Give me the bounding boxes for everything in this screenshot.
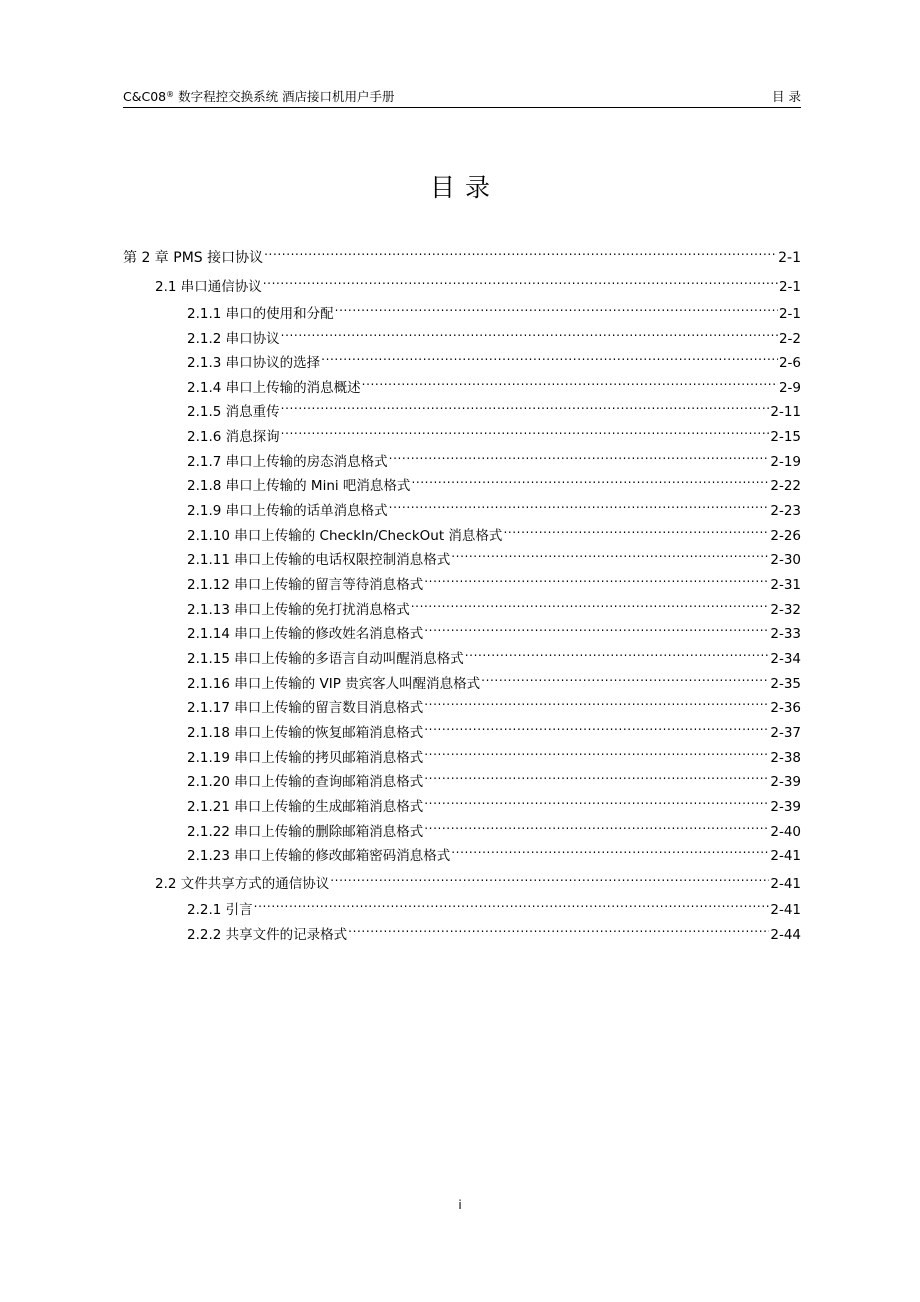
- toc-entry-page: 2-31: [770, 577, 801, 593]
- toc-entry-page: 2-40: [770, 824, 801, 840]
- toc-entry-page: 2-33: [770, 626, 801, 642]
- toc-entry-label: 2.1.6 消息探询: [187, 429, 280, 445]
- toc-entry-2-2-2[interactable]: [187, 917, 801, 943]
- toc-entry-label: 2.1.19 串口上传输的拷贝邮箱消息格式: [187, 750, 424, 766]
- toc-dot-leader: [424, 764, 769, 786]
- toc-entry-label: 第 2 章 PMS 接口协议: [123, 250, 264, 266]
- registered-mark: ®: [166, 90, 175, 99]
- toc-dot-leader: [424, 567, 769, 589]
- toc-entry-page: 2-39: [770, 774, 801, 790]
- toc-dot-leader: [389, 444, 770, 466]
- toc-entry-label: 2.1.12 串口上传输的留言等待消息格式: [187, 577, 424, 593]
- toc-entry-label: 2.1.3 串口协议的选择: [187, 355, 321, 371]
- toc-entry-label: 2.1.21 串口上传输的生成邮箱消息格式: [187, 799, 424, 815]
- toc-entry-label: 2.1.20 串口上传输的查询邮箱消息格式: [187, 774, 424, 790]
- toc-entry-page: 2-32: [770, 602, 801, 618]
- toc-entry-page: 2-6: [778, 355, 801, 371]
- toc-entry-2-1[interactable]: [155, 269, 801, 295]
- toc-entry-page: 2-1: [778, 306, 801, 322]
- toc-entry-2-1-18[interactable]: [187, 715, 801, 741]
- toc-entry-label: 2.1.8 串口上传输的 Mini 吧消息格式: [187, 478, 411, 494]
- toc-entry-2-1-12[interactable]: [187, 567, 801, 593]
- toc-dot-leader: [503, 518, 769, 540]
- toc-entry-2-1-16[interactable]: [187, 666, 801, 692]
- toc-entry-page: 2-44: [770, 927, 801, 943]
- toc-dot-leader: [451, 838, 769, 860]
- toc-dot-leader: [263, 269, 778, 291]
- toc-entry-page: 2-34: [770, 651, 801, 667]
- toc-entry-page: 2-41: [770, 848, 801, 864]
- toc-dot-leader: [411, 468, 769, 490]
- toc-entry-page: 2-41: [770, 902, 801, 918]
- toc-entry-2-1-3[interactable]: [187, 345, 801, 371]
- toc-entry-page: 2-1: [778, 250, 801, 266]
- toc-entry-page: 2-37: [770, 725, 801, 741]
- page-number: i: [458, 1198, 462, 1212]
- toc-entry-label: 2.1.22 串口上传输的删除邮箱消息格式: [187, 824, 424, 840]
- toc-entry-2-1-10[interactable]: [187, 518, 801, 544]
- toc-entry-2-2[interactable]: [155, 866, 801, 892]
- toc-entry-label: 2.1 串口通信协议: [155, 279, 262, 295]
- toc-entry-2-1-1[interactable]: [187, 296, 801, 322]
- toc-dot-leader: [424, 789, 769, 811]
- toc-dot-leader: [362, 370, 778, 392]
- toc-dot-leader: [335, 296, 778, 318]
- toc-dot-leader: [264, 240, 777, 262]
- toc-entry-label: 2.2 文件共享方式的通信协议: [155, 876, 330, 892]
- toc-entry-page: 2-23: [770, 503, 801, 519]
- toc-entry-2-1-17[interactable]: [187, 690, 801, 716]
- toc-entry-label: 2.1.17 串口上传输的留言数目消息格式: [187, 700, 424, 716]
- toc-entry-2-1-6[interactable]: [187, 419, 801, 445]
- header-section: 目 录: [772, 89, 801, 104]
- toc-entry-label: 2.1.23 串口上传输的修改邮箱密码消息格式: [187, 848, 451, 864]
- toc-dot-leader: [424, 715, 769, 737]
- toc-dot-leader: [465, 641, 770, 663]
- toc-entry-2-1-7[interactable]: [187, 444, 801, 470]
- toc-entry-page: 2-1: [778, 279, 801, 295]
- toc-entry-chapter-2[interactable]: [123, 240, 801, 266]
- toc-dot-leader: [254, 892, 770, 914]
- toc-entry-label: 2.1.5 消息重传: [187, 404, 280, 420]
- toc-dot-leader: [348, 917, 769, 939]
- toc-dot-leader: [411, 592, 770, 614]
- toc-entry-label: 2.2.1 引言: [187, 902, 253, 918]
- toc-entry-label: 2.1.13 串口上传输的免打扰消息格式: [187, 602, 410, 618]
- toc-entry-page: 2-19: [770, 454, 801, 470]
- toc-entry-2-1-4[interactable]: [187, 370, 801, 396]
- toc-entry-page: 2-15: [770, 429, 801, 445]
- toc-entry-page: 2-38: [770, 750, 801, 766]
- toc-dot-leader: [281, 419, 770, 441]
- toc-entry-2-1-14[interactable]: [187, 616, 801, 642]
- header-manual-name: 数字程控交换系统 酒店接口机用户手册: [174, 89, 395, 104]
- toc-entry-2-1-5[interactable]: [187, 394, 801, 420]
- toc-dot-leader: [281, 394, 770, 416]
- toc-dot-leader: [330, 866, 769, 888]
- toc-dot-leader: [424, 616, 769, 638]
- toc-entry-page: 2-35: [770, 676, 801, 692]
- toc-entry-page: 2-11: [770, 404, 801, 420]
- toc-entry-label: 2.1.9 串口上传输的话单消息格式: [187, 503, 388, 519]
- toc-entry-label: 2.1.1 串口的使用和分配: [187, 306, 334, 322]
- toc-entry-2-2-1[interactable]: [187, 892, 801, 918]
- toc-entry-page: 2-9: [778, 380, 801, 396]
- toc-entry-2-1-9[interactable]: [187, 493, 801, 519]
- toc-entry-label: 2.1.10 串口上传输的 CheckIn/CheckOut 消息格式: [187, 528, 503, 544]
- toc-entry-label: 2.1.4 串口上传输的消息概述: [187, 380, 361, 396]
- toc-entry-page: 2-41: [770, 876, 801, 892]
- toc-entry-2-1-22[interactable]: [187, 814, 801, 840]
- toc-entry-2-1-11[interactable]: [187, 542, 801, 568]
- toc-entry-label: 2.1.2 串口协议: [187, 331, 280, 347]
- toc-entry-page: 2-36: [770, 700, 801, 716]
- toc-entry-page: 2-22: [770, 478, 801, 494]
- toc-entry-2-1-21[interactable]: [187, 789, 801, 815]
- toc-entry-page: 2-39: [770, 799, 801, 815]
- toc-entry-page: 2-2: [778, 331, 801, 347]
- toc-entry-2-1-15[interactable]: [187, 641, 801, 667]
- toc-dot-leader: [424, 814, 769, 836]
- toc-entry-label: 2.1.18 串口上传输的恢复邮箱消息格式: [187, 725, 424, 741]
- toc-entry-label: 2.1.11 串口上传输的电话权限控制消息格式: [187, 552, 451, 568]
- toc-entry-page: 2-26: [770, 528, 801, 544]
- toc-entry-2-1-13[interactable]: [187, 592, 801, 618]
- toc-dot-leader: [389, 493, 770, 515]
- page-title: 目录: [429, 173, 500, 202]
- toc-entry-page: 2-30: [770, 552, 801, 568]
- toc-entry-label: 2.1.16 串口上传输的 VIP 贵宾客人叫醒消息格式: [187, 676, 481, 692]
- toc-entry-2-1-20[interactable]: [187, 764, 801, 790]
- toc-dot-leader: [451, 542, 769, 564]
- toc-dot-leader: [424, 740, 769, 762]
- toc-dot-leader: [424, 690, 769, 712]
- toc-entry-2-1-19[interactable]: [187, 740, 801, 766]
- toc-dot-leader: [281, 321, 778, 343]
- toc-dot-leader: [321, 345, 778, 367]
- toc-dot-leader: [481, 666, 769, 688]
- toc-entry-label: 2.1.15 串口上传输的多语言自动叫醒消息格式: [187, 651, 464, 667]
- toc-entry-label: 2.1.14 串口上传输的修改姓名消息格式: [187, 626, 424, 642]
- toc-entry-2-1-23[interactable]: [187, 838, 801, 864]
- toc-entry-2-1-8[interactable]: [187, 468, 801, 494]
- header-product: C&C08: [123, 89, 167, 104]
- toc-entry-2-1-2[interactable]: [187, 321, 801, 347]
- toc-entry-label: 2.1.7 串口上传输的房态消息格式: [187, 454, 388, 470]
- toc-entry-label: 2.2.2 共享文件的记录格式: [187, 927, 348, 943]
